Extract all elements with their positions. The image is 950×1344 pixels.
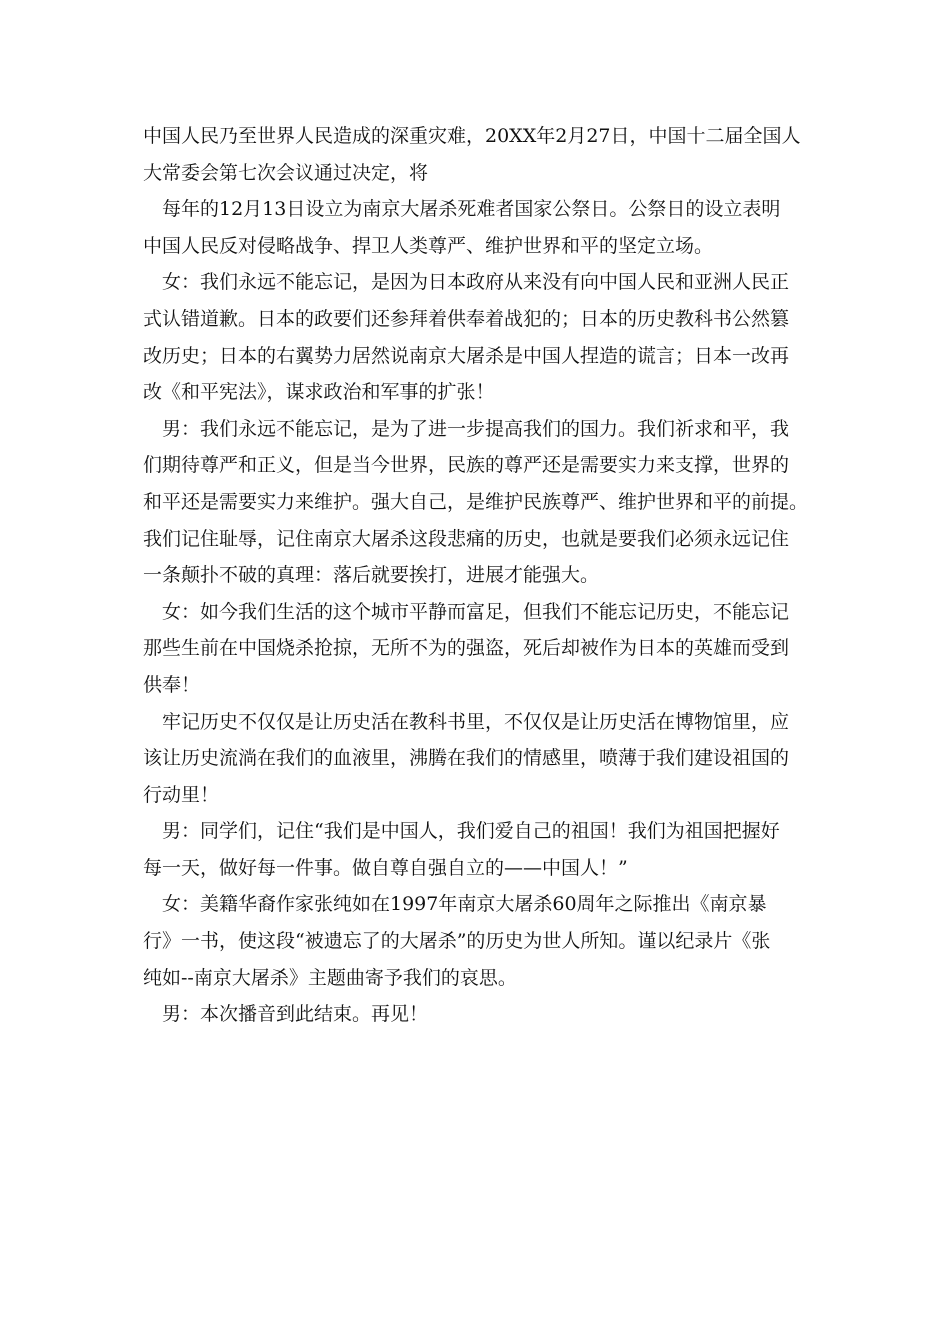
document-body xyxy=(143,118,811,1033)
text-line: 男：同学们，记住“我们是中国人，我们爱自己的祖国！我们为祖国把握好 xyxy=(162,820,780,843)
text-line: 一条颠扑不破的真理：落后就要挨打，进展才能强大。 xyxy=(143,564,600,587)
paragraph xyxy=(143,886,811,996)
paragraph xyxy=(143,813,811,886)
paragraph xyxy=(143,118,811,191)
text-line: 我们记住耻辱，记住南京大屠杀这段悲痛的历史，也就是要我们必须永远记住 xyxy=(143,527,790,550)
paragraph xyxy=(143,264,811,410)
text-line: 男：我们永远不能忘记，是为了进一步提高我们的国力。我们祈求和平，我 xyxy=(162,417,790,440)
paragraph xyxy=(143,704,811,814)
text-line: 女：我们永远不能忘记，是因为日本政府从来没有向中国人民和亚洲人民正 xyxy=(162,271,790,294)
text-line: 牢记历史不仅仅是让历史活在教科书里，不仅仅是让历史活在博物馆里，应 xyxy=(162,710,790,733)
paragraph xyxy=(143,191,811,264)
text-line: 那些生前在中国烧杀抢掠，无所不为的强盗，死后却被作为日本的英雄而受到 xyxy=(143,637,790,660)
paragraph xyxy=(143,594,811,704)
text-line: 改《和平宪法》，谋求政治和军事的扩张！ xyxy=(143,381,495,404)
text-line: 和平还是需要实力来维护。强大自己，是维护民族尊严、维护世界和平的前提。 xyxy=(143,490,809,513)
text-line: 每年的12月13日设立为南京大屠杀死难者国家公祭日。公祭日的设立表明 xyxy=(162,198,781,221)
text-line: 供奉！ xyxy=(143,673,201,696)
paragraph xyxy=(143,996,811,1033)
text-line: 改历史；日本的右翼势力居然说南京大屠杀是中国人捏造的谎言；日本一改再 xyxy=(143,344,790,367)
text-line: 大常委会第七次会议通过决定，将 xyxy=(143,161,429,184)
text-line: 该让历史流淌在我们的血液里，沸腾在我们的情感里，喷薄于我们建设祖国的 xyxy=(143,747,790,770)
text-line: 行动里！ xyxy=(143,783,220,806)
text-line: 行》一书，使这段“被遗忘了的大屠杀”的历史为世人所知。谨以纪录片《张 xyxy=(143,930,771,953)
paragraph xyxy=(143,411,811,594)
text-line: 女：如今我们生活的这个城市平静而富足，但我们不能忘记历史，不能忘记 xyxy=(162,600,790,623)
text-line: 每一天，做好每一件事。做自尊自强自立的——中国人！” xyxy=(143,856,628,879)
text-line: 男：本次播音到此结束。再见！ xyxy=(162,1003,429,1026)
text-line: 中国人民反对侵略战争、捍卫人类尊严、维护世界和平的坚定立场。 xyxy=(143,234,714,257)
text-line: 们期待尊严和正义，但是当今世界，民族的尊严还是需要实力来支撑，世界的 xyxy=(143,454,790,477)
text-line: 中国人民乃至世界人民造成的深重灾难，20XX年2月27日，中国十二届全国人 xyxy=(143,125,801,147)
text-line: 式认错道歉。日本的政要们还参拜着供奉着战犯的；日本的历史教科书公然篡 xyxy=(143,307,790,330)
text-line: 纯如--南京大屠杀》主题曲寄予我们的哀思。 xyxy=(143,966,517,989)
text-line: 女：美籍华裔作家张纯如在1997年南京大屠杀60周年之际推出《南京暴 xyxy=(162,893,767,916)
